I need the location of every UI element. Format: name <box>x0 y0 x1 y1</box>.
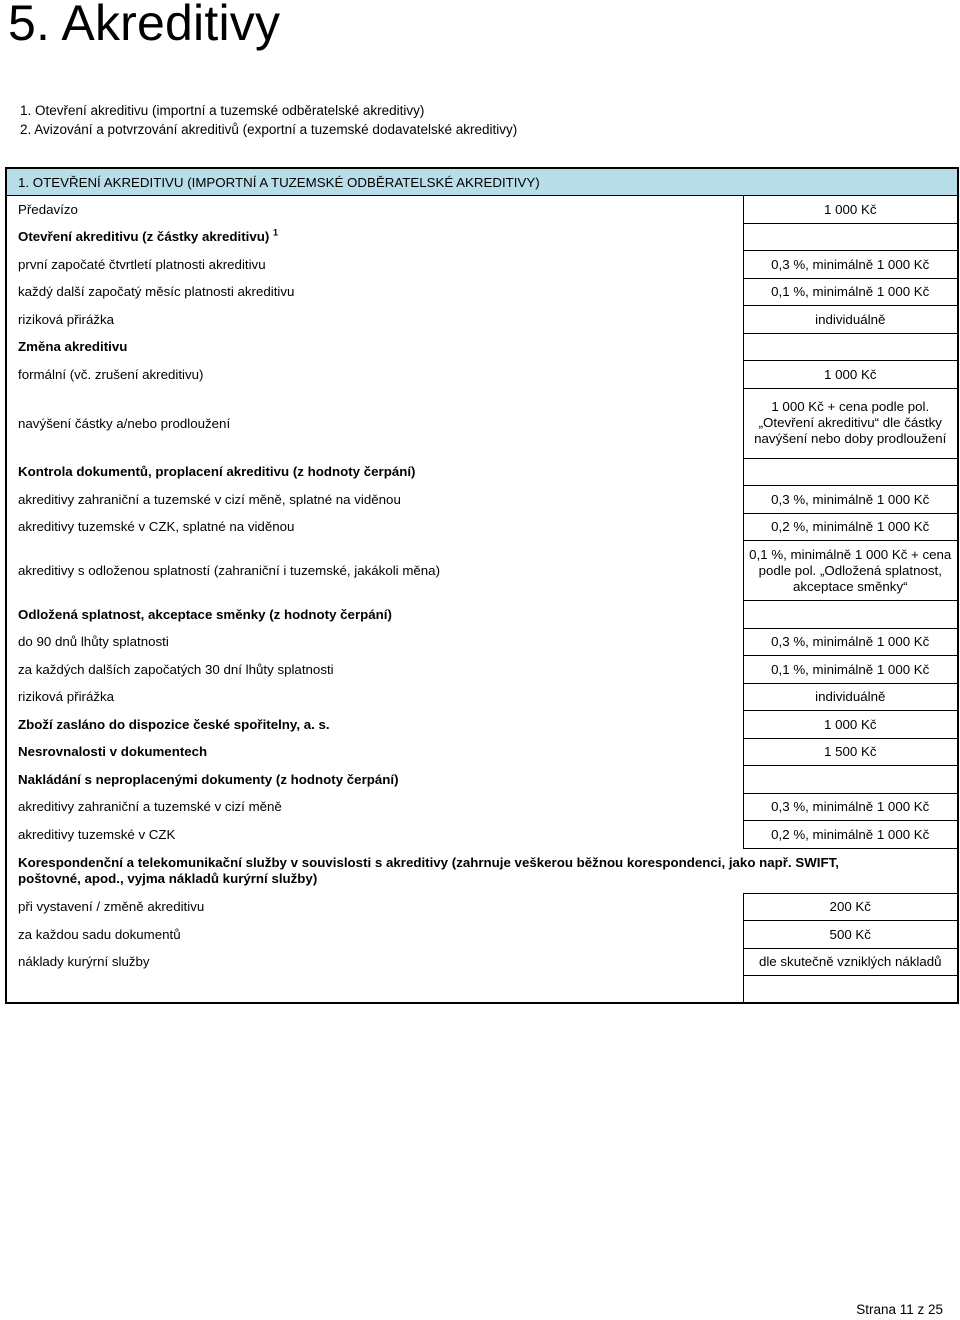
table-row <box>6 628 958 656</box>
row-value: 0,1 %, minimálně 1 000 Kč <box>743 656 958 684</box>
row-value-empty <box>743 333 958 361</box>
table-row <box>6 711 958 739</box>
footnote-marker: 1 <box>272 227 278 238</box>
row-value: individuálně <box>743 306 958 334</box>
page-number: Strana 11 z 25 <box>856 1302 943 1317</box>
row-label: akreditivy tuzemské v CZK <box>18 826 176 842</box>
row-value: 1 500 Kč <box>743 738 958 766</box>
row-value: 0,3 %, minimálně 1 000 Kč <box>743 628 958 656</box>
table-row <box>6 766 958 794</box>
table-row <box>6 921 958 949</box>
table-row <box>6 388 958 458</box>
row-value: 0,3 %, minimálně 1 000 Kč <box>743 486 958 514</box>
section-heading: Korespondenční a telekomunikační služby v souvislosti s akreditivy (zahrnuje veškerou běžnou korespondenci, jako např. SWIFT, poštovné, apod., vyjma nákladů kurýrní služby) <box>18 854 839 886</box>
row-value: 1 000 Kč + cena podle pol. „Otevření akreditivu“ dle částky navýšení nebo doby prodloužení <box>743 388 958 458</box>
row-label: Otevření akreditivu (z částky akreditivu) <box>18 229 270 245</box>
row-value: 500 Kč <box>743 921 958 949</box>
row-label: formální (vč. zrušení akreditivu) <box>18 366 204 382</box>
row-label: akreditivy s odloženou splatností (zahraniční i tuzemské, jakákoli měna) <box>18 563 441 578</box>
row-label: Zboží zasláno do dispozice české spořitelny, a. s. <box>18 716 330 732</box>
row-value: individuálně <box>743 683 958 711</box>
table-row <box>6 656 958 684</box>
section-heading: Nakládání s neproplacenými dokumenty (z hodnoty čerpání) <box>18 771 399 787</box>
row-label: za každých dalších započatých 30 dní lhůty splatnosti <box>18 661 334 677</box>
table-row <box>6 278 958 306</box>
row-value: 0,3 %, minimálně 1 000 Kč <box>743 251 958 279</box>
row-value: 0,1 %, minimálně 1 000 Kč + cena podle pol. „Odložená splatnost, akceptace směnky“ <box>743 541 958 601</box>
fee-table <box>5 167 959 1004</box>
table-row <box>6 683 958 711</box>
row-value: 1 000 Kč <box>743 361 958 389</box>
table-row <box>6 821 958 849</box>
table-row <box>6 361 958 389</box>
row-value-empty <box>743 458 958 486</box>
row-value: 0,2 %, minimálně 1 000 Kč <box>743 821 958 849</box>
row-label: navýšení částky a/nebo prodloužení <box>18 415 231 431</box>
row-label: do 90 dnů lhůty splatnosti <box>18 634 169 650</box>
section-heading: Změna akreditivu <box>18 339 128 355</box>
row-value-empty <box>743 766 958 794</box>
table-row <box>6 948 958 976</box>
row-label: náklady kurýrní služby <box>18 954 150 970</box>
table-of-contents <box>20 101 517 139</box>
row-value: 1 000 Kč <box>743 196 958 224</box>
row-label: akreditivy zahraniční a tuzemské v cizí měně <box>18 799 282 815</box>
section-heading: Kontrola dokumentů, proplacení akreditivu (z hodnoty čerpání) <box>18 464 416 480</box>
table-header: 1. OTEVŘENÍ AKREDITIVU (IMPORTNÍ A TUZEMSKÉ ODBĚRATELSKÉ AKREDITIVY) <box>6 168 958 196</box>
row-value: 0,2 %, minimálně 1 000 Kč <box>743 513 958 541</box>
toc-item-2[interactable]: 2. Avizování a potvrzování akreditivů (exportní a tuzemské dodavatelské akreditivy) <box>20 122 518 137</box>
row-label: za každou sadu dokumentů <box>18 926 181 942</box>
row-label: Předavízo <box>18 202 78 217</box>
row-label: Nesrovnalosti v dokumentech <box>18 744 208 760</box>
table-row <box>6 848 958 893</box>
row-label: riziková přirážka <box>18 689 115 705</box>
table-row <box>6 306 958 334</box>
section-heading <box>6 223 743 251</box>
table-row <box>6 486 958 514</box>
table-row <box>6 601 958 629</box>
table-row <box>6 251 958 279</box>
row-value: 1 000 Kč <box>743 711 958 739</box>
table-row <box>6 793 958 821</box>
page-title: 5. Akreditivy <box>8 0 281 51</box>
table-header-row <box>6 168 958 196</box>
table-row <box>6 738 958 766</box>
row-label: akreditivy zahraniční a tuzemské v cizí měně, splatné na viděnou <box>18 491 401 507</box>
table-row <box>6 333 958 361</box>
row-label: akreditivy tuzemské v CZK, splatné na viděnou <box>18 519 295 535</box>
row-label: riziková přirážka <box>18 311 115 327</box>
row-label: každý další započatý měsíc platnosti akreditivu <box>18 284 295 300</box>
row-label: první započaté čtvrtletí platnosti akreditivu <box>18 256 266 272</box>
table-row <box>6 223 958 251</box>
row-value: 0,1 %, minimálně 1 000 Kč <box>743 278 958 306</box>
table-row <box>6 196 958 224</box>
table-row <box>6 893 958 921</box>
row-value: 200 Kč <box>743 893 958 921</box>
table-row <box>6 541 958 601</box>
toc-item-1[interactable]: 1. Otevření akreditivu (importní a tuzemské odběratelské akreditivy) <box>20 103 425 118</box>
table-bottom-spacer <box>6 976 958 1004</box>
row-value: 0,3 %, minimálně 1 000 Kč <box>743 793 958 821</box>
row-value: dle skutečně vzniklých nákladů <box>743 948 958 976</box>
row-label: při vystavení / změně akreditivu <box>18 899 205 915</box>
section-heading: Odložená splatnost, akceptace směnky (z hodnoty čerpání) <box>18 606 392 622</box>
row-value-empty <box>743 223 958 251</box>
table-row <box>6 458 958 486</box>
row-value-empty <box>743 601 958 629</box>
table-row <box>6 513 958 541</box>
